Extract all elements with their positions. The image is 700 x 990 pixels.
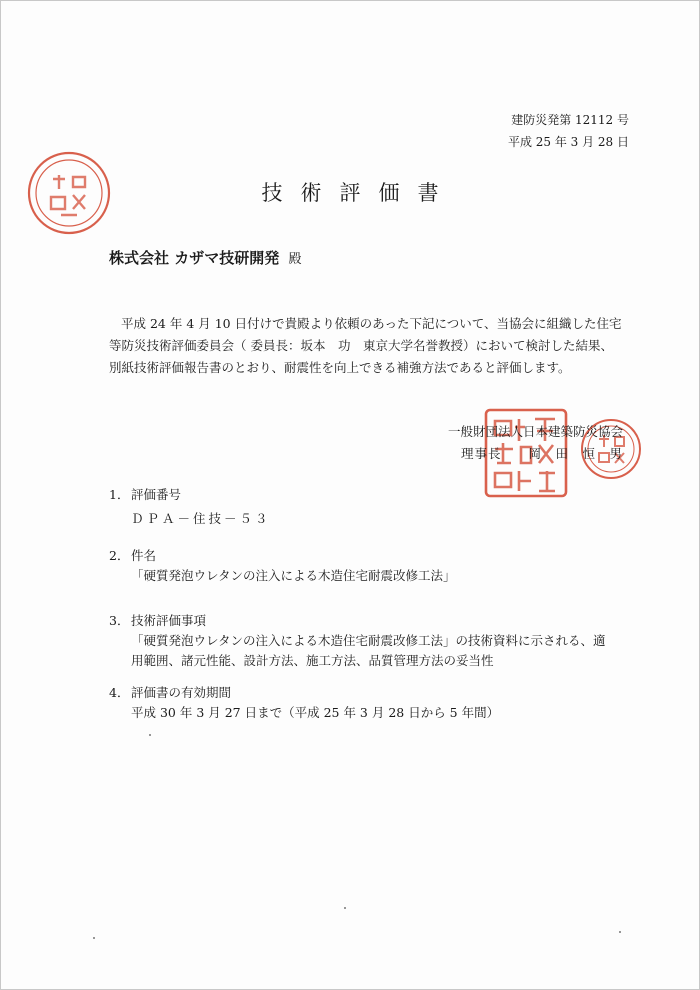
list-item — [109, 485, 639, 529]
recipient-honorific: 殿 — [288, 252, 302, 267]
issuer-organization: 一般財団法人日本建築防災協会 — [447, 424, 623, 439]
scan-speck — [344, 907, 346, 909]
item-detail: 用範囲、諸元性能、設計方法、施工方法、品質管理方法の妥当性 — [131, 653, 494, 668]
item-heading: 評価番号 — [131, 487, 182, 502]
issuer-block — [448, 421, 623, 465]
body-line: 別紙技術評価報告書のとおり、耐震性を向上できる補強方法であると評価します。 — [109, 360, 571, 375]
list-item — [109, 546, 639, 586]
item-number: 3． — [109, 613, 130, 628]
list-item — [109, 611, 639, 671]
item-number: 4． — [109, 685, 130, 700]
recipient-name: 株式会社 カザマ技研開発 — [109, 249, 280, 267]
scan-speck — [93, 937, 95, 939]
item-heading: 評価書の有効期間 — [131, 685, 232, 700]
document-number: 建防災発第 12112 号 — [511, 113, 629, 127]
body-line: 平成 24 年 4 月 10 日付けで貴殿より依頼のあった下記について、当協会に組織した住宅 — [121, 316, 622, 331]
item-detail: ＤＰＡ－住技－５３ — [131, 511, 271, 526]
document-title: 技術評価書 — [261, 181, 457, 205]
list-item — [109, 683, 639, 723]
recipient — [109, 247, 301, 268]
item-detail: 「硬質発泡ウレタンの注入による木造住宅耐震改修工法」の技術資料に示される、適 — [131, 633, 606, 648]
item-number: 2． — [109, 548, 130, 563]
body-line: 等防災技術評価委員会（ 委員長：坂本 功 東京大学名誉教授）において検討した結果、 — [109, 338, 613, 353]
scan-speck — [149, 734, 151, 736]
item-detail: 平成 30 年 3 月 27 日まで（平成 25 年 3 月 28 日から 5 年間） — [131, 705, 500, 720]
item-heading: 技術評価事項 — [131, 613, 207, 628]
document-header — [508, 109, 629, 153]
item-heading: 件名 — [131, 548, 157, 563]
scan-speck — [619, 931, 621, 933]
item-number: 1． — [109, 487, 130, 502]
issuer-representative: 理事長 岡 田 恒 男 — [460, 446, 623, 461]
document-date: 平成 25 年 3 月 28 日 — [507, 135, 629, 149]
item-detail: 「硬質発泡ウレタンの注入による木造住宅耐震改修工法」 — [131, 568, 456, 583]
body-text — [109, 313, 629, 379]
